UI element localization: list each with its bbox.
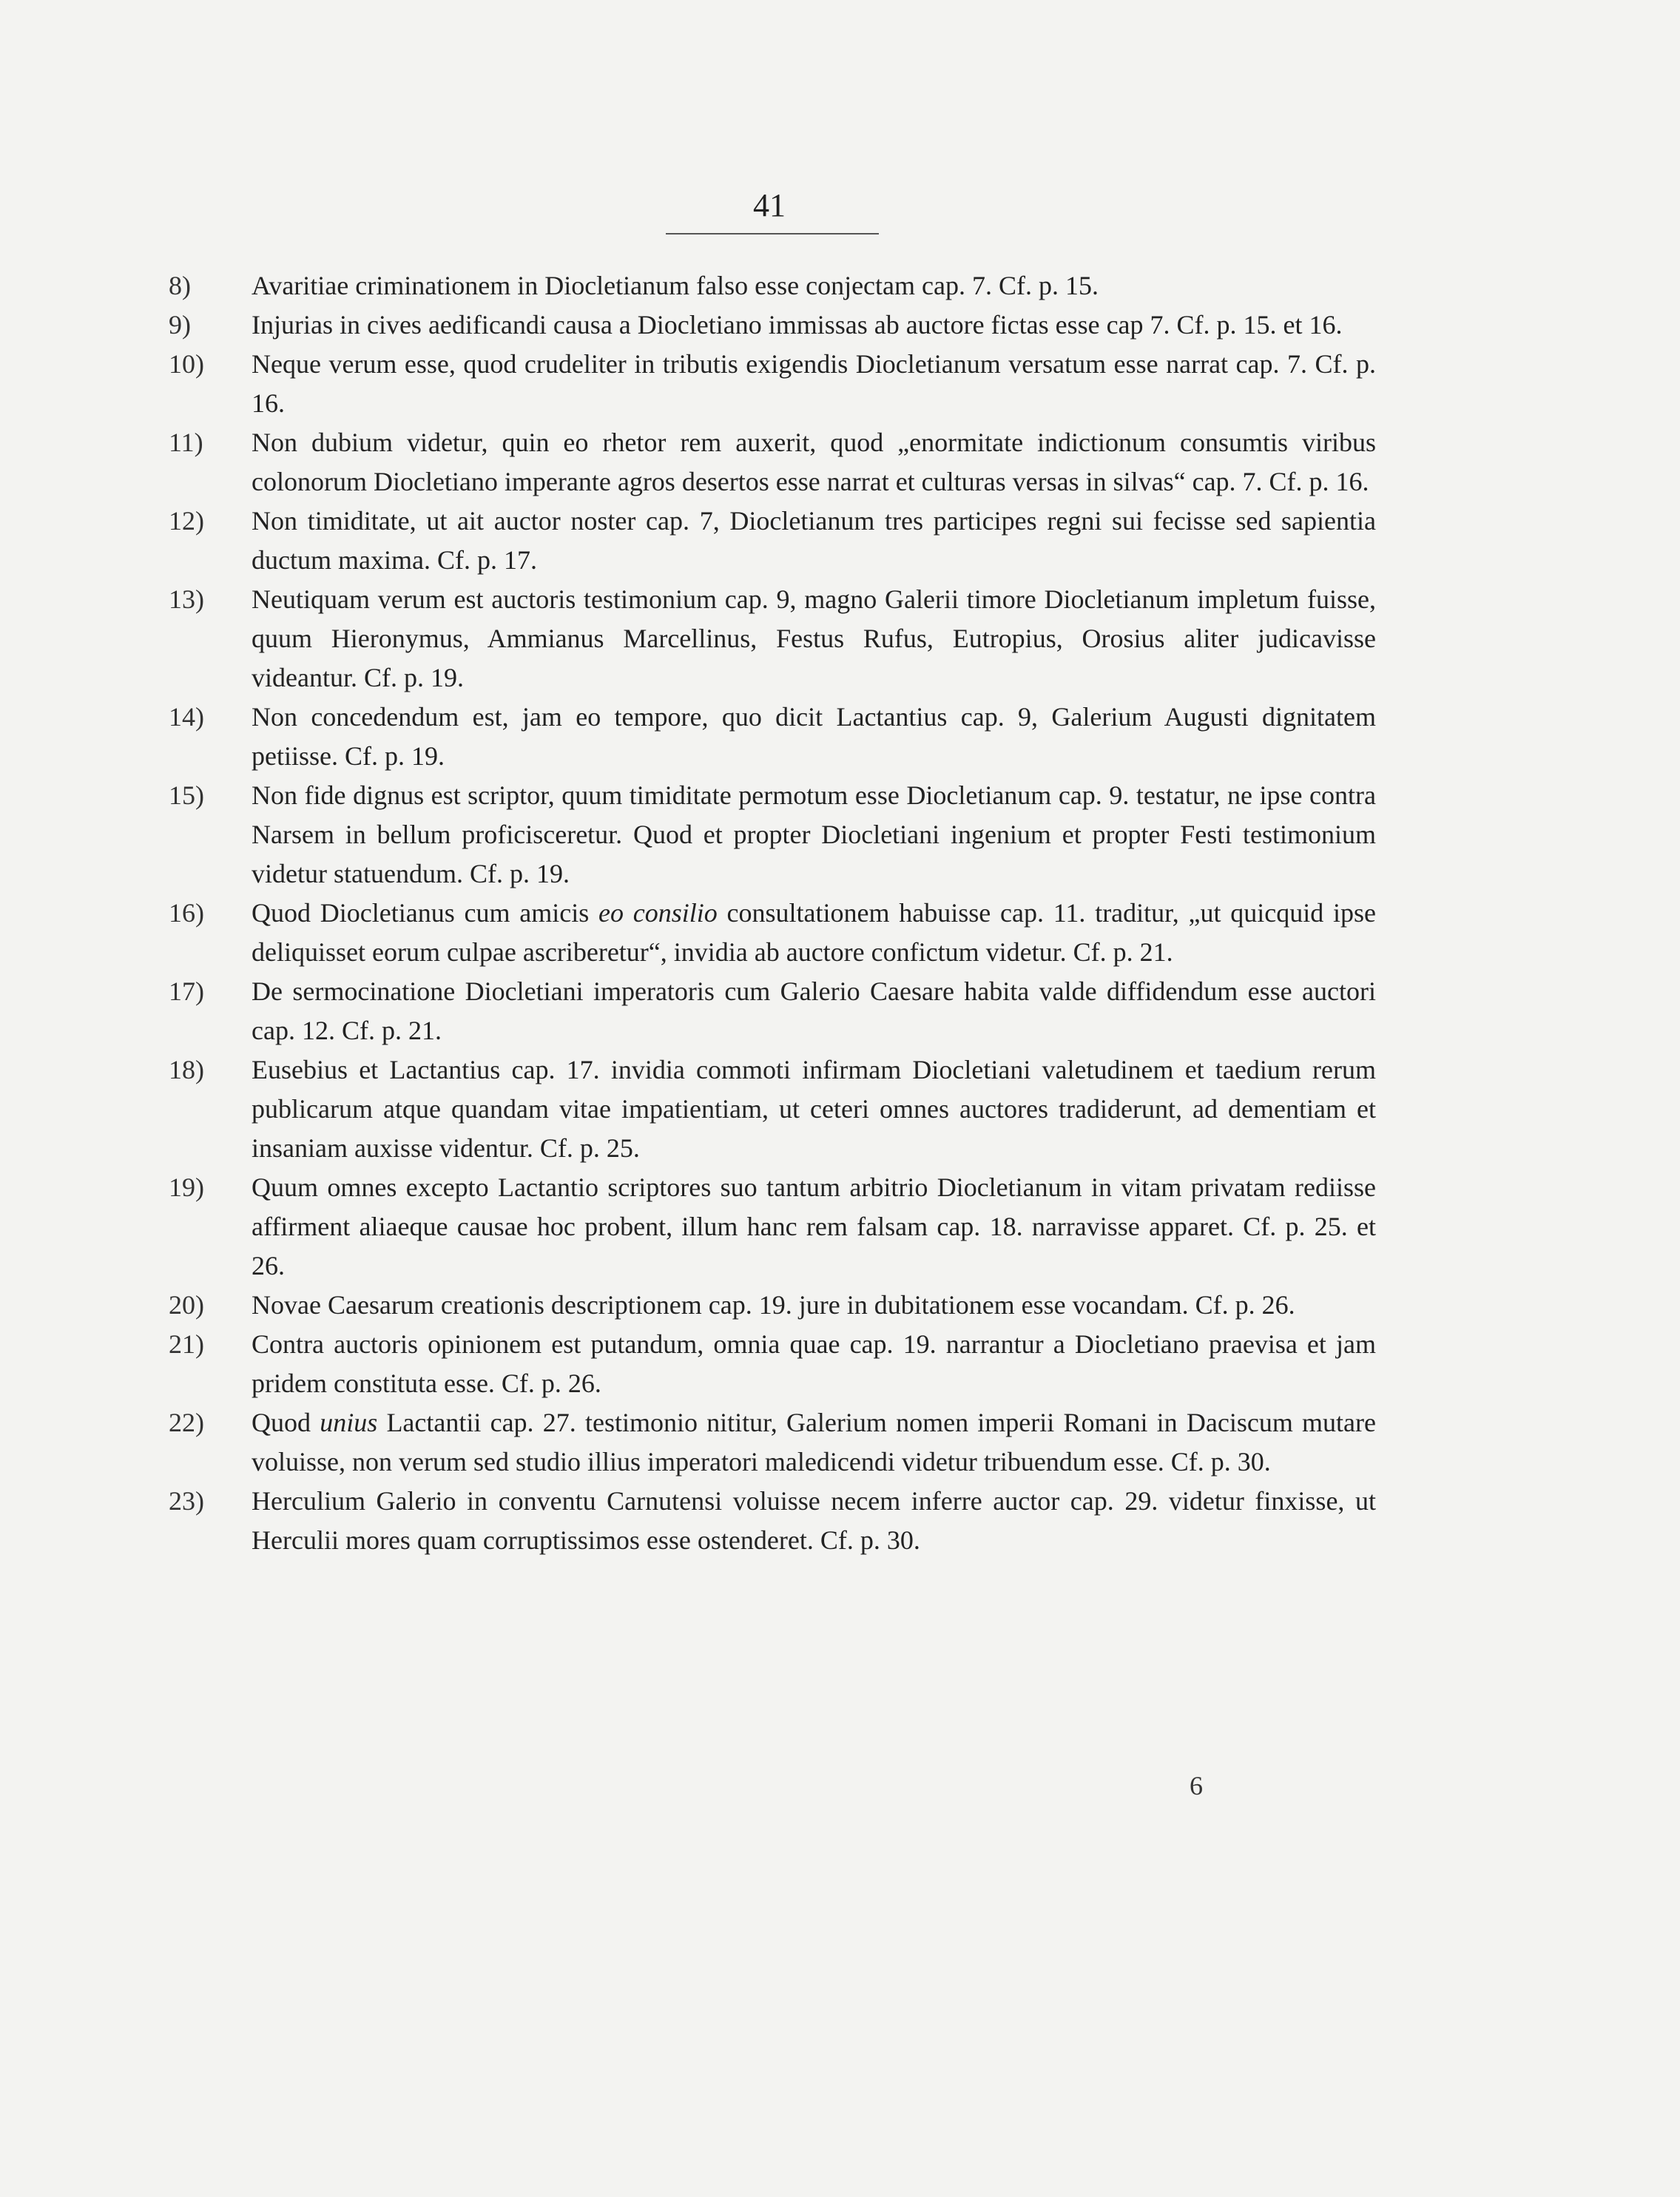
list-item [169,1482,1376,1560]
entry-text: Novae Caesarum creationis descriptionem cap. 19. jure in dubitationem esse vocandam. Cf. p. 26. [252,1290,1295,1320]
entry-text: Eusebius et Lactantius cap. 17. invidia commoti infirmam Diocletiani valetudinem et taedium rerum publicarum atque quandam vitae impatientiam, ut ceteri omnes auctores tradiderunt, ad dementiam et insaniam auxisse videntur. Cf. p. 25. [252,1055,1376,1163]
list-item [169,266,1376,306]
entry-text: Neutiquam verum est auctoris testimonium cap. 9, magno Galerii timore Diocletianum impletum fuisse, quum Hieronymus, Ammianus Marcellinus, Festus Rufus, Eutropius, Orosius aliter judicavisse videantur. Cf. p. 19. [252,584,1376,692]
entry-text: Quum omnes excepto Lactantio scriptores suo tantum arbitrio Diocletianum in vitam privatam rediisse affirment aliaeque causae hoc probent, illum hanc rem falsam cap. 18. narravisse apparet. Cf. p. 25. et 26. [252,1172,1376,1280]
entry-text-after: consultationem habuisse cap. 11. traditur, „ut quicquid ipse deliquisset eorum culpae ascriberetur“, invidia ab auctore confictum videtur. Cf. p. 21. [252,898,1376,967]
entry-number: 10) [169,349,204,379]
entry-number: 14) [169,702,204,732]
page-number: 41 [753,187,786,223]
entry-text: Non concedendum est, jam eo tempore, quo dicit Lactantius cap. 9, Galerium Augusti dignitatem petiisse. Cf. p. 19. [252,702,1376,771]
entry-number: 15) [169,780,204,810]
entry-text-before: Quod Diocletianus cum amicis [252,898,599,928]
entry-number: 13) [169,584,204,614]
entry-text: Non dubium videtur, quin eo rhetor rem auxerit, quod „enormitate indictionum consumtis viribus colonorum Diocletiano imperante agros desertos esse narrat et culturas versas in silvas“ cap. 7. Cf. p. 16. [252,428,1376,496]
list-item [169,1168,1376,1286]
entry-text-after: Lactantii cap. 27. testimonio nititur, Galerium nomen imperii Romani in Daciscum mutare voluisse, non verum sed studio illius imperatori maledicendi videtur tribuendum esse. Cf. p. 30. [252,1408,1376,1477]
entry-text: Herculium Galerio in conventu Carnutensi voluisse necem inferre auctor cap. 29. videtur finxisse, ut Herculii mores quam corruptissimos esse ostenderet. Cf. p. 30. [252,1486,1376,1555]
entry-number: 9) [169,310,191,340]
entry-number: 17) [169,976,204,1006]
page-number-rule [666,233,879,234]
entry-text: Non timiditate, ut ait auctor noster cap. 7, Diocletianum tres participes regni sui fecisse sed sapientia ductum maxima. Cf. p. 17. [252,506,1376,575]
signature-mark: 6 [1190,1771,1203,1801]
entry-text: Contra auctoris opinionem est putandum, omnia quae cap. 19. narrantur a Diocletiano praevisa et jam pridem constituta esse. Cf. p. 26. [252,1329,1376,1398]
entry-text-before: Quod [252,1408,320,1437]
entry-text-italic: unius [320,1408,378,1437]
entry-text-italic: eo consilio [598,898,718,928]
entry-number: 20) [169,1290,204,1320]
entry-number: 16) [169,898,204,928]
entry-number: 21) [169,1329,204,1359]
list-item [169,776,1376,894]
entry-text: De sermocinatione Diocletiani imperatoris cum Galerio Caesare habita valde diffidendum esse auctori cap. 12. Cf. p. 21. [252,976,1376,1045]
list-item [169,1403,1376,1482]
entry-number: 12) [169,506,204,536]
list-item [169,972,1376,1050]
entry-number: 22) [169,1408,204,1437]
list-item [169,345,1376,423]
entry-text: Neque verum esse, quod crudeliter in tributis exigendis Diocletianum versatum esse narrat cap. 7. Cf. p. 16. [252,349,1376,418]
entry-number: 8) [169,271,191,300]
list-item [169,306,1376,345]
entry-number: 11) [169,428,203,457]
list-item [169,1325,1376,1403]
entry-text: Avaritiae criminationem in Diocletianum falso esse conjectam cap. 7. Cf. p. 15. [252,271,1099,300]
list-item [169,894,1376,972]
list-item [169,698,1376,776]
list-item [169,502,1376,580]
entry-number: 19) [169,1172,204,1202]
entry-number: 23) [169,1486,204,1516]
list-item [169,1286,1376,1325]
list-item [169,423,1376,502]
entry-text: Injurias in cives aedificandi causa a Diocletiano immissas ab auctore fictas esse cap 7. Cf. p. 15. et 16. [252,310,1343,340]
entry-number: 18) [169,1055,204,1084]
entries-list [169,266,1376,1560]
list-item [169,1050,1376,1168]
entry-text: Non fide dignus est scriptor, quum timiditate permotum esse Diocletianum cap. 9. testatur, ne ipse contra Narsem in bellum proficisceretur. Quod et propter Diocletiani ingenium et propter Festi testimonium videtur statuendum. Cf. p. 19. [252,780,1376,888]
list-item [169,580,1376,698]
